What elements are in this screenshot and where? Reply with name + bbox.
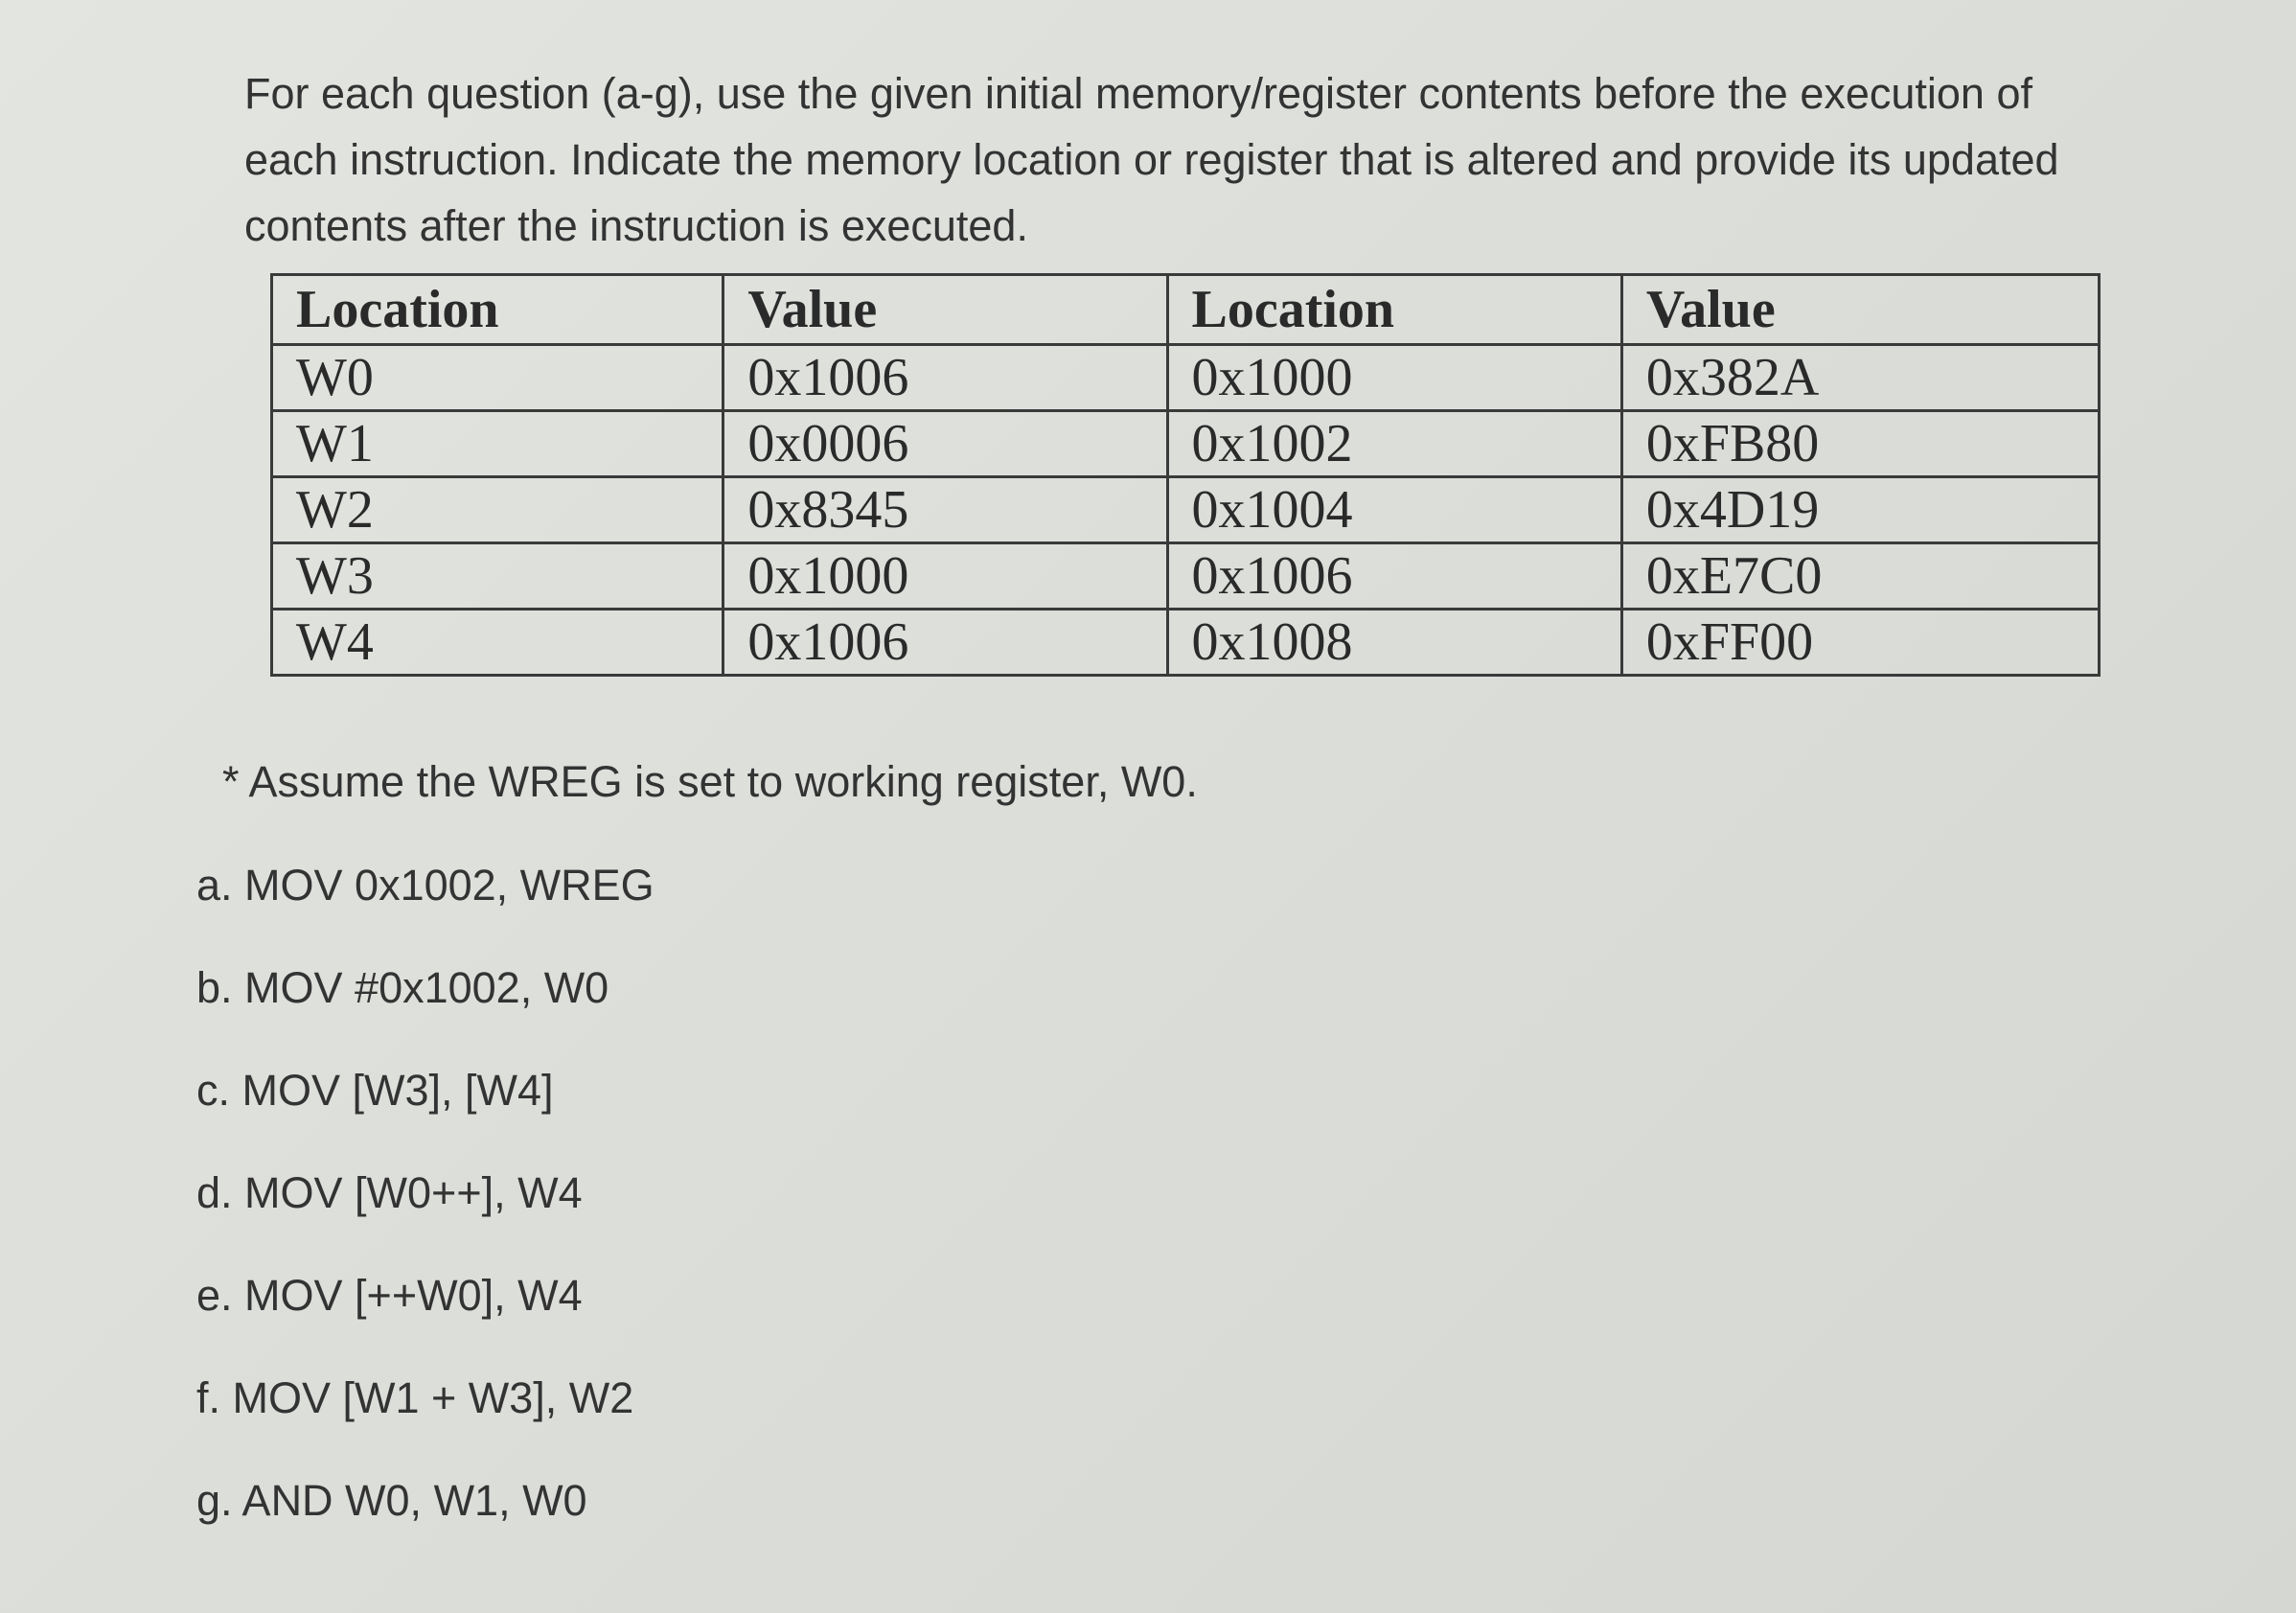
register-value: 0x8345 bbox=[723, 477, 1167, 543]
memory-address: 0x1000 bbox=[1167, 345, 1621, 411]
memory-address: 0x1004 bbox=[1167, 477, 1621, 543]
memory-value: 0xFB80 bbox=[1621, 411, 2099, 477]
table-row bbox=[272, 411, 2100, 477]
memory-value: 0xE7C0 bbox=[1621, 543, 2099, 610]
table-row bbox=[272, 543, 2100, 610]
question-item: f. MOV [W1 + W3], W2 bbox=[196, 1373, 634, 1422]
register-value: 0x1006 bbox=[723, 345, 1167, 411]
table-row bbox=[272, 345, 2100, 411]
question-item: d. MOV [W0++], W4 bbox=[196, 1168, 583, 1217]
header-value-registers: Value bbox=[723, 275, 1167, 345]
header-value-memory: Value bbox=[1621, 275, 2099, 345]
memory-address: 0x1008 bbox=[1167, 610, 1621, 676]
question-item: b. MOV #0x1002, W0 bbox=[196, 963, 609, 1012]
register-name: W0 bbox=[272, 345, 723, 411]
register-name: W2 bbox=[272, 477, 723, 543]
memory-address: 0x1002 bbox=[1167, 411, 1621, 477]
question-item: e. MOV [++W0], W4 bbox=[196, 1271, 583, 1320]
memory-value: 0x382A bbox=[1621, 345, 2099, 411]
memory-register-table-container bbox=[270, 273, 2101, 677]
table-row bbox=[272, 610, 2100, 676]
register-value: 0x1000 bbox=[723, 543, 1167, 610]
memory-address: 0x1006 bbox=[1167, 543, 1621, 610]
table-header-row bbox=[272, 275, 2100, 345]
memory-register-table bbox=[270, 273, 2101, 677]
register-value: 0x0006 bbox=[723, 411, 1167, 477]
memory-value: 0xFF00 bbox=[1621, 610, 2099, 676]
question-item: a. MOV 0x1002, WREG bbox=[196, 861, 654, 910]
question-item: g. AND W0, W1, W0 bbox=[196, 1476, 587, 1525]
register-value: 0x1006 bbox=[723, 610, 1167, 676]
wreg-assumption-note: * Assume the WREG is set to working register, W0. bbox=[222, 757, 1198, 806]
memory-value: 0x4D19 bbox=[1621, 477, 2099, 543]
register-name: W4 bbox=[272, 610, 723, 676]
instructions-paragraph: For each question (a-g), use the given initial memory/register contents before the execution of each instruction. Indicate the memory location or register that is altered and provide its updated contents after the instruction is executed. bbox=[244, 69, 2059, 250]
header-location-memory: Location bbox=[1167, 275, 1621, 345]
register-name: W1 bbox=[272, 411, 723, 477]
question-list bbox=[196, 851, 654, 1569]
register-name: W3 bbox=[272, 543, 723, 610]
header-location-registers: Location bbox=[272, 275, 723, 345]
question-item: c. MOV [W3], [W4] bbox=[196, 1066, 554, 1115]
table-row bbox=[272, 477, 2100, 543]
